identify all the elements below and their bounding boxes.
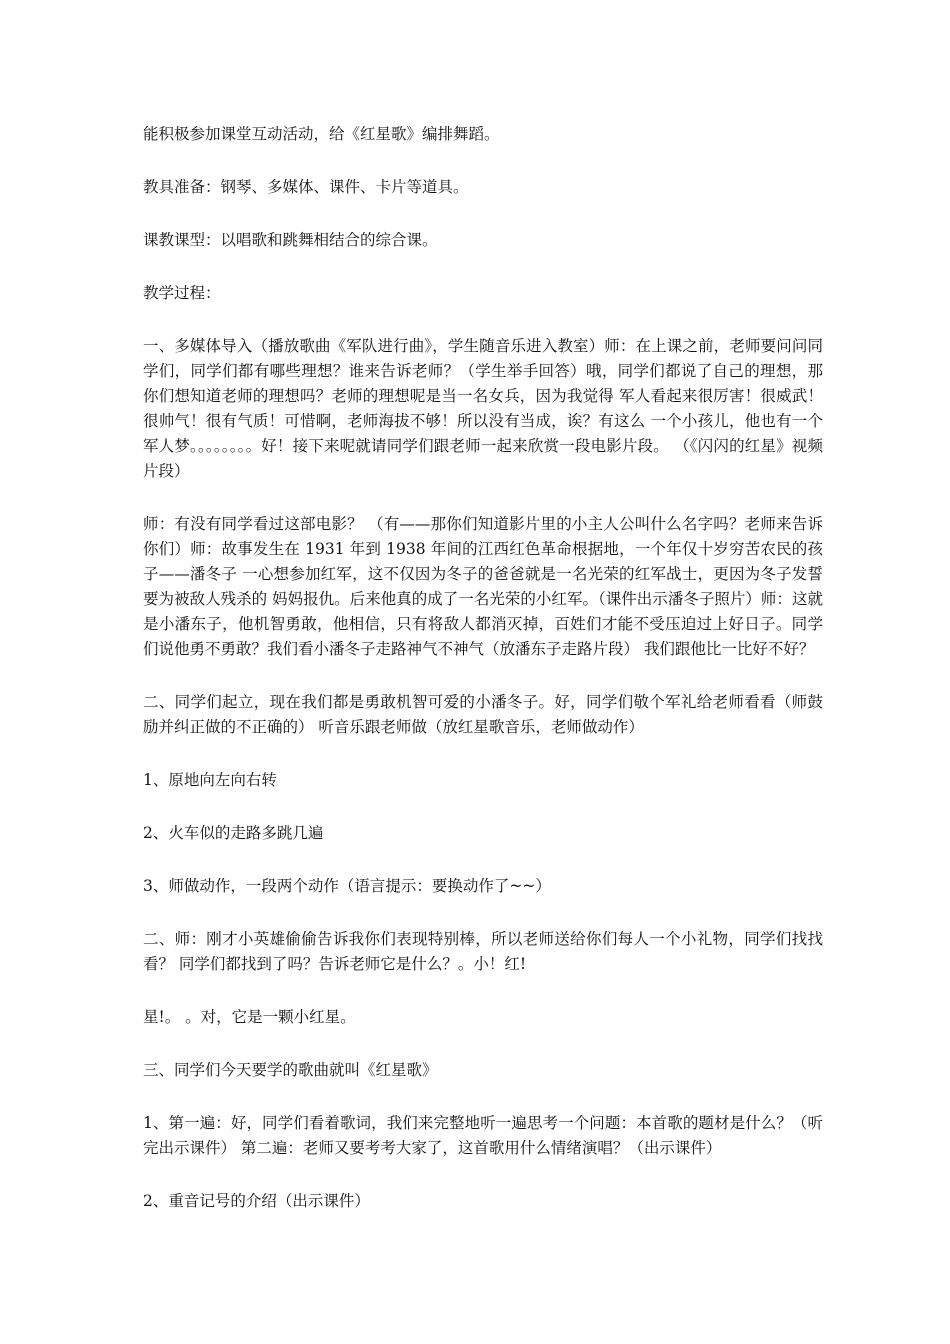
paragraph-materials: 教具准备：钢琴、多媒体、课件、卡片等道具。 <box>143 178 469 196</box>
list-item-listen: 1、第一遍：好，同学们看着歌词，我们来完整地听一遍思考一个问题：本首歌的题材是什么？（听完出示课件） 第二遍：老师又要考考大家了，这首歌用什么情绪演唱？（出示课件） <box>143 1114 823 1157</box>
list-item-1: 1、原地向左向右转 <box>143 771 277 789</box>
list-item-2: 2、火车似的走路多跳几遍 <box>143 824 324 842</box>
paragraph-process-heading: 教学过程： <box>143 284 221 302</box>
paragraph-section-3: 三、同学们今天要学的歌曲就叫《红星歌》 <box>143 1061 438 1079</box>
paragraph-section-1: 一、多媒体导入（播放歌曲《军队进行曲》，学生随音乐进入教室）师：在上课之前，老师要问问同学们，同学们都有哪些理想？谁来告诉老师？（学生举手回答）哦，同学们都说了自己的理想，那你们想知道老师的理想吗？老师的理想呢是当一名女兵，因为我觉得 军人看起来很厉害！很威武！很帅气！很有气质！可惜啊，老师海拔不够！所以没有当成，诶？有这么 一个小孩儿，他也有一个军人梦。。。。。。。。好！接下来呢就请同学们跟老师一起来欣赏一段电影片段。 （《闪闪的红星》视频片段） <box>143 337 823 480</box>
paragraph-section-2: 二、同学们起立，现在我们都是勇敢机智可爱的小潘冬子。好，同学们敬个军礼给老师看看（师鼓励并纠正做的不正确的） 听音乐跟老师做（放红星歌音乐，老师做动作） <box>143 693 823 736</box>
paragraph-story: 师：有没有同学看过这部电影？ （有——那你们知道影片里的小主人公叫什么名字吗？老师来告诉你们）师：故事发生在 1931 年到 1938 年间的江西红色革命根据地，一个年仅十岁穷苦农民的孩子——潘冬子 一心想参加红军，这不仅因为冬子的爸爸就是一名光荣的红军战士，更因为冬子发誓要为被敌人残杀的 妈妈报仇。后来他真的成了一名光荣的小红军。（课件出示潘冬子照片）师：这就是小潘东子，他机智勇敢，他相信，只有将敌人都消灭掉，百姓们才能不受压迫过上好日子。同学们说他勇不勇敢？我们看小潘冬子走路神气不神气（放潘东子走路片段） 我们跟他比一比好不好？ <box>143 515 823 658</box>
paragraph-red-star: 星!。 。对，它是一颗小红星。 <box>143 1008 356 1026</box>
list-item-3: 3、师做动作，一段两个动作（语言提示：要换动作了~~） <box>143 877 551 895</box>
paragraph-goal: 能积极参加课堂互动活动，给《红星歌》编排舞蹈。 <box>143 125 500 143</box>
paragraph-gift: 二、师：刚才小英雄偷偷告诉我你们表现特别棒，所以老师送给你们每人一个小礼物，同学们找找看？ 同学们都找到了吗？告诉老师它是什么？。小！红! <box>143 930 823 973</box>
list-item-accent: 2、重音记号的介绍（出示课件） <box>143 1192 370 1210</box>
document-body <box>143 122 823 1242</box>
paragraph-lesson-type: 课教课型：以唱歌和跳舞相结合的综合课。 <box>143 231 438 249</box>
